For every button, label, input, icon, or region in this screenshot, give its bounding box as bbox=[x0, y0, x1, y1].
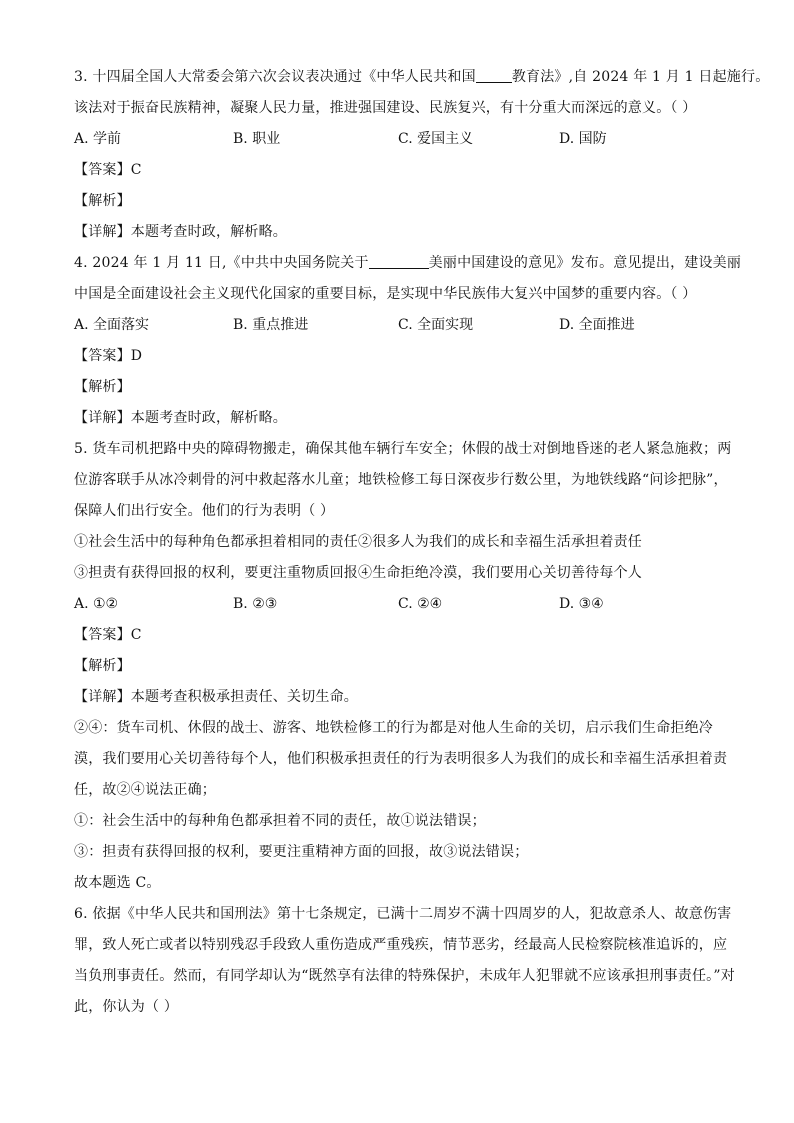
q3-stem-line-2: 该法对于振奋民族精神，凝聚人民力量，推进强国建设、民族复兴，有十分重大而深远的意义。（ ） bbox=[74, 100, 697, 116]
q3-stem-pre: 3. 十四届全国人大常委会第六次会议表决通过《中华人民共和国 bbox=[74, 69, 476, 85]
q5-detail-line-4: 任，故②④说法正确； bbox=[74, 782, 216, 798]
q5-answer: 【答案】C bbox=[74, 627, 142, 643]
q3-option-b: B. 职业 bbox=[233, 131, 281, 147]
exam-page bbox=[74, 62, 770, 1023]
q6-stem-line-1: 6. 依据《中华人民共和国刑法》第十七条规定，已满十二周岁不满十四周岁的人，犯故意杀人、故意伤害 bbox=[74, 906, 732, 922]
q4-analysis: 【解析】 bbox=[74, 379, 131, 395]
q6-stem-line-3: 当负刑事责任。然而，有同学却认为“既然享有法律的特殊保护，未成年人犯罪就不应该承担刑事责任。”对 bbox=[74, 968, 735, 984]
q5-detail-line-7: 故本题选 C。 bbox=[74, 875, 161, 891]
q3-stem-post: 教育法》,自 2024 年 1 月 1 日起施行。 bbox=[511, 69, 770, 85]
q6-stem-line-4: 此，你认为（ ） bbox=[74, 999, 179, 1015]
q5-detail-line-5: ①：社会生活中的每种角色都承担着不同的责任，故①说法错误； bbox=[74, 813, 486, 829]
q3-answer: 【答案】C bbox=[74, 162, 142, 178]
q5-analysis: 【解析】 bbox=[74, 658, 131, 674]
q5-detail-line-1: 【详解】本题考查积极承担责任、关切生命。 bbox=[74, 689, 358, 705]
q4-options bbox=[74, 310, 754, 341]
q3-detail: 【详解】本题考查时政，解析略。 bbox=[74, 224, 287, 240]
q4-blank bbox=[369, 252, 429, 269]
q4-stem-pre: 4. 2024 年 1 月 11 日,《中共中央国务院关于 bbox=[74, 255, 369, 271]
q3-option-c: C. 爱国主义 bbox=[398, 131, 474, 147]
q4-stem-line-1 bbox=[74, 248, 754, 279]
q4-detail: 【详解】本题考查时政，解析略。 bbox=[74, 410, 287, 426]
q5-stem-line-2: 位游客联手从冰冷刺骨的河中救起落水儿童；地铁检修工每日深夜步行数公里，为地铁线路“问诊把脉”， bbox=[74, 472, 728, 488]
q3-stem-line-1 bbox=[74, 62, 770, 93]
q4-option-b: B. 重点推进 bbox=[233, 317, 309, 333]
q5-detail-line-2: ②④：货车司机、休假的战士、游客、地铁检修工的行为都是对他人生命的关切，启示我们生命拒绝冷 bbox=[74, 720, 713, 736]
q5-options bbox=[74, 589, 754, 620]
q3-options bbox=[74, 124, 754, 155]
q3-blank bbox=[476, 66, 512, 83]
q5-detail-line-6: ③：担责有获得回报的权利，要更注重精神方面的回报，故③说法错误； bbox=[74, 844, 529, 860]
q5-statement-3-4: ③担责有获得回报的权利，要更注重物质回报④生命拒绝冷漠，我们要用心关切善待每个人 bbox=[74, 565, 642, 581]
q3-analysis: 【解析】 bbox=[74, 193, 131, 209]
q4-option-c: C. 全面实现 bbox=[398, 317, 474, 333]
q4-option-d: D. 全面推进 bbox=[559, 317, 635, 333]
q4-stem-post: 美丽中国建设的意见》发布。意见提出，建设美丽 bbox=[428, 255, 742, 271]
q3-option-d: D. 国防 bbox=[559, 131, 607, 147]
q5-option-c: C. ②④ bbox=[398, 596, 443, 612]
q4-stem-line-2: 中国是全面建设社会主义现代化国家的重要目标，是实现中华民族伟大复兴中国梦的重要内容。（ ） bbox=[74, 286, 697, 302]
q5-option-b: B. ②③ bbox=[233, 596, 278, 612]
q5-option-d: D. ③④ bbox=[559, 596, 604, 612]
q5-statement-1-2: ①社会生活中的每种角色都承担着相同的责任②很多人为我们的成长和幸福生活承担着责任 bbox=[74, 534, 642, 550]
q5-option-a: A. ①② bbox=[74, 596, 119, 612]
q4-option-a: A. 全面落实 bbox=[74, 317, 150, 333]
q5-detail-line-3: 漠，我们要用心关切善待每个人，他们积极承担责任的行为表明很多人为我们的成长和幸福生活承担着责 bbox=[74, 751, 728, 767]
q4-answer: 【答案】D bbox=[74, 348, 143, 364]
q6-stem-line-2: 罪，致人死亡或者以特别残忍手段致人重伤造成严重残疾，情节恶劣，经最高人民检察院核准追诉的，应 bbox=[74, 937, 728, 953]
q3-option-a: A. 学前 bbox=[74, 131, 122, 147]
q5-stem-line-3: 保障人们出行安全。他们的行为表明（ ） bbox=[74, 503, 335, 519]
q5-stem-line-1: 5. 货车司机把路中央的障碍物搬走，确保其他车辆行车安全；休假的战士对倒地昏迷的老人紧急施救；两 bbox=[74, 441, 732, 457]
